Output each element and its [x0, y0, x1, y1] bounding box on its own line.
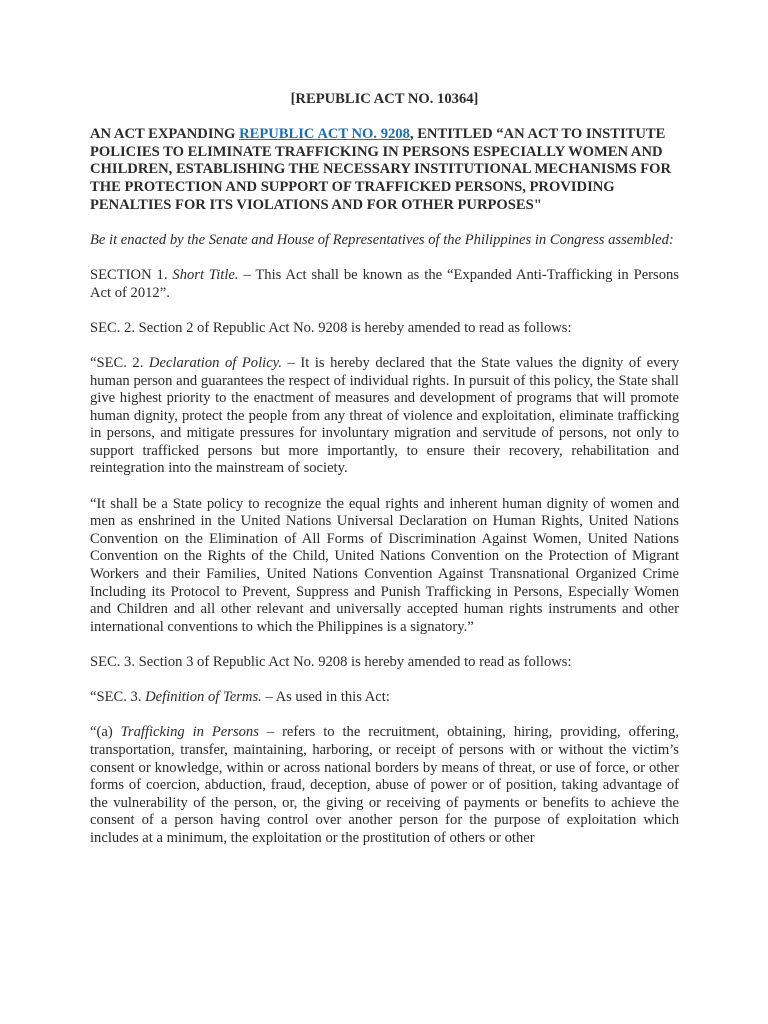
section-1-number: SECTION 1. — [90, 266, 173, 283]
section-3-number: “SEC. 3. — [90, 689, 146, 706]
section-2-declaration — [90, 355, 679, 478]
act-number-heading: [REPUBLIC ACT NO. 10364] — [290, 91, 479, 107]
definition-a-label: “(a) — [90, 724, 121, 741]
section-3-title: Definition of Terms. — [145, 689, 262, 706]
definition-a-term: Trafficking in Persons — [120, 724, 259, 741]
document-page — [90, 91, 679, 865]
section-1 — [90, 267, 679, 302]
section-2-number: “SEC. 2. — [90, 354, 149, 371]
section-2-intro: SEC. 2. Section 2 of Republic Act No. 9208 is hereby amended to read as follows: — [90, 319, 572, 336]
section-2-state-policy: “It shall be a State policy to recognize the equal rights and inherent human dignity of women and men as enshrined in the United Nations Universal Declaration on Human Rights, United Nations Convention on the Elimination of All Forms of Discrimination Against Women, United Nations Convention on the Rights of the Child, United Nations Convention on the Protection of Migrant Workers and their Families, United Nations Convention Against Transnational Organized Crime Including its Protocol to Prevent, Suppress and Punish Trafficking in Persons, Especially Women and Children and all other relevant and universally accepted human rights instruments and other international conventions to which the Philippines is a signatory.” — [90, 495, 679, 635]
section-3-text: – As used in this Act: — [261, 689, 390, 706]
section-1-text: – This Act shall be known as the “Expanded Anti-Trafficking in Persons Act of 2012”. — [90, 266, 679, 301]
definition-a-text: – refers to the recruitment, obtaining, hiring, providing, offering, transportation, transfer, maintaining, harboring, or receipt of persons with or without the victim’s consent or knowledge, within or across national borders by means of threat, or use of force, or other forms of coercion, abduction, fraud, deception, abuse of power or of position, taking advantage of the vulnerability of the person, or, the giving or receiving of payments or benefits to achieve the consent of a person having control over another person for the purpose of exploitation which includes at a minimum, the exploitation or the prostitution of others or other — [90, 724, 679, 846]
act-title — [90, 126, 679, 214]
section-1-title: Short Title. — [172, 266, 239, 283]
section-3-intro: SEC. 3. Section 3 of Republic Act No. 9208 is hereby amended to read as follows: — [90, 654, 572, 670]
section-2-text: – It is hereby declared that the State values the dignity of every human person and guarantees the respect of individual rights. In pursuit of this policy, the State shall give highest priority to the enactment of measures and development of programs that will promote human dignity, protect the people from any threat of violence and exploitation, eliminate trafficking in persons, and mitigate pressures for involuntary migration and servitude of persons, not only to support trafficked persons but more importantly, to ensure their recovery, rehabilitation and reintegration into the mainstream of society. — [90, 354, 679, 477]
republic-act-9208-link[interactable]: REPUBLIC ACT NO. 9208 — [239, 126, 410, 143]
act-title-suffix: , ENTITLED “AN ACT TO INSTITUTE POLICIES TO ELIMINATE TRAFFICKING IN PERSONS ESPECIALLY WOMEN AND CHILDREN, ESTABLISHING THE NECESSARY INSTITUTIONAL MECHANISMS FOR THE PROTECTION AND SUPPORT OF TRAFFICKED PERSONS, PROVIDING PENALTIES FOR ITS VIOLATIONS AND FOR OTHER PURPOSES" — [90, 126, 672, 213]
section-3-definitions — [90, 689, 679, 707]
act-title-prefix: AN ACT EXPANDING — [90, 126, 240, 143]
definition-trafficking-in-persons — [90, 724, 679, 847]
section-2-title: Declaration of Policy. — [148, 354, 282, 371]
enacting-clause: Be it enacted by the Senate and House of Representatives of the Philippines in Congress assembled: — [90, 231, 674, 248]
